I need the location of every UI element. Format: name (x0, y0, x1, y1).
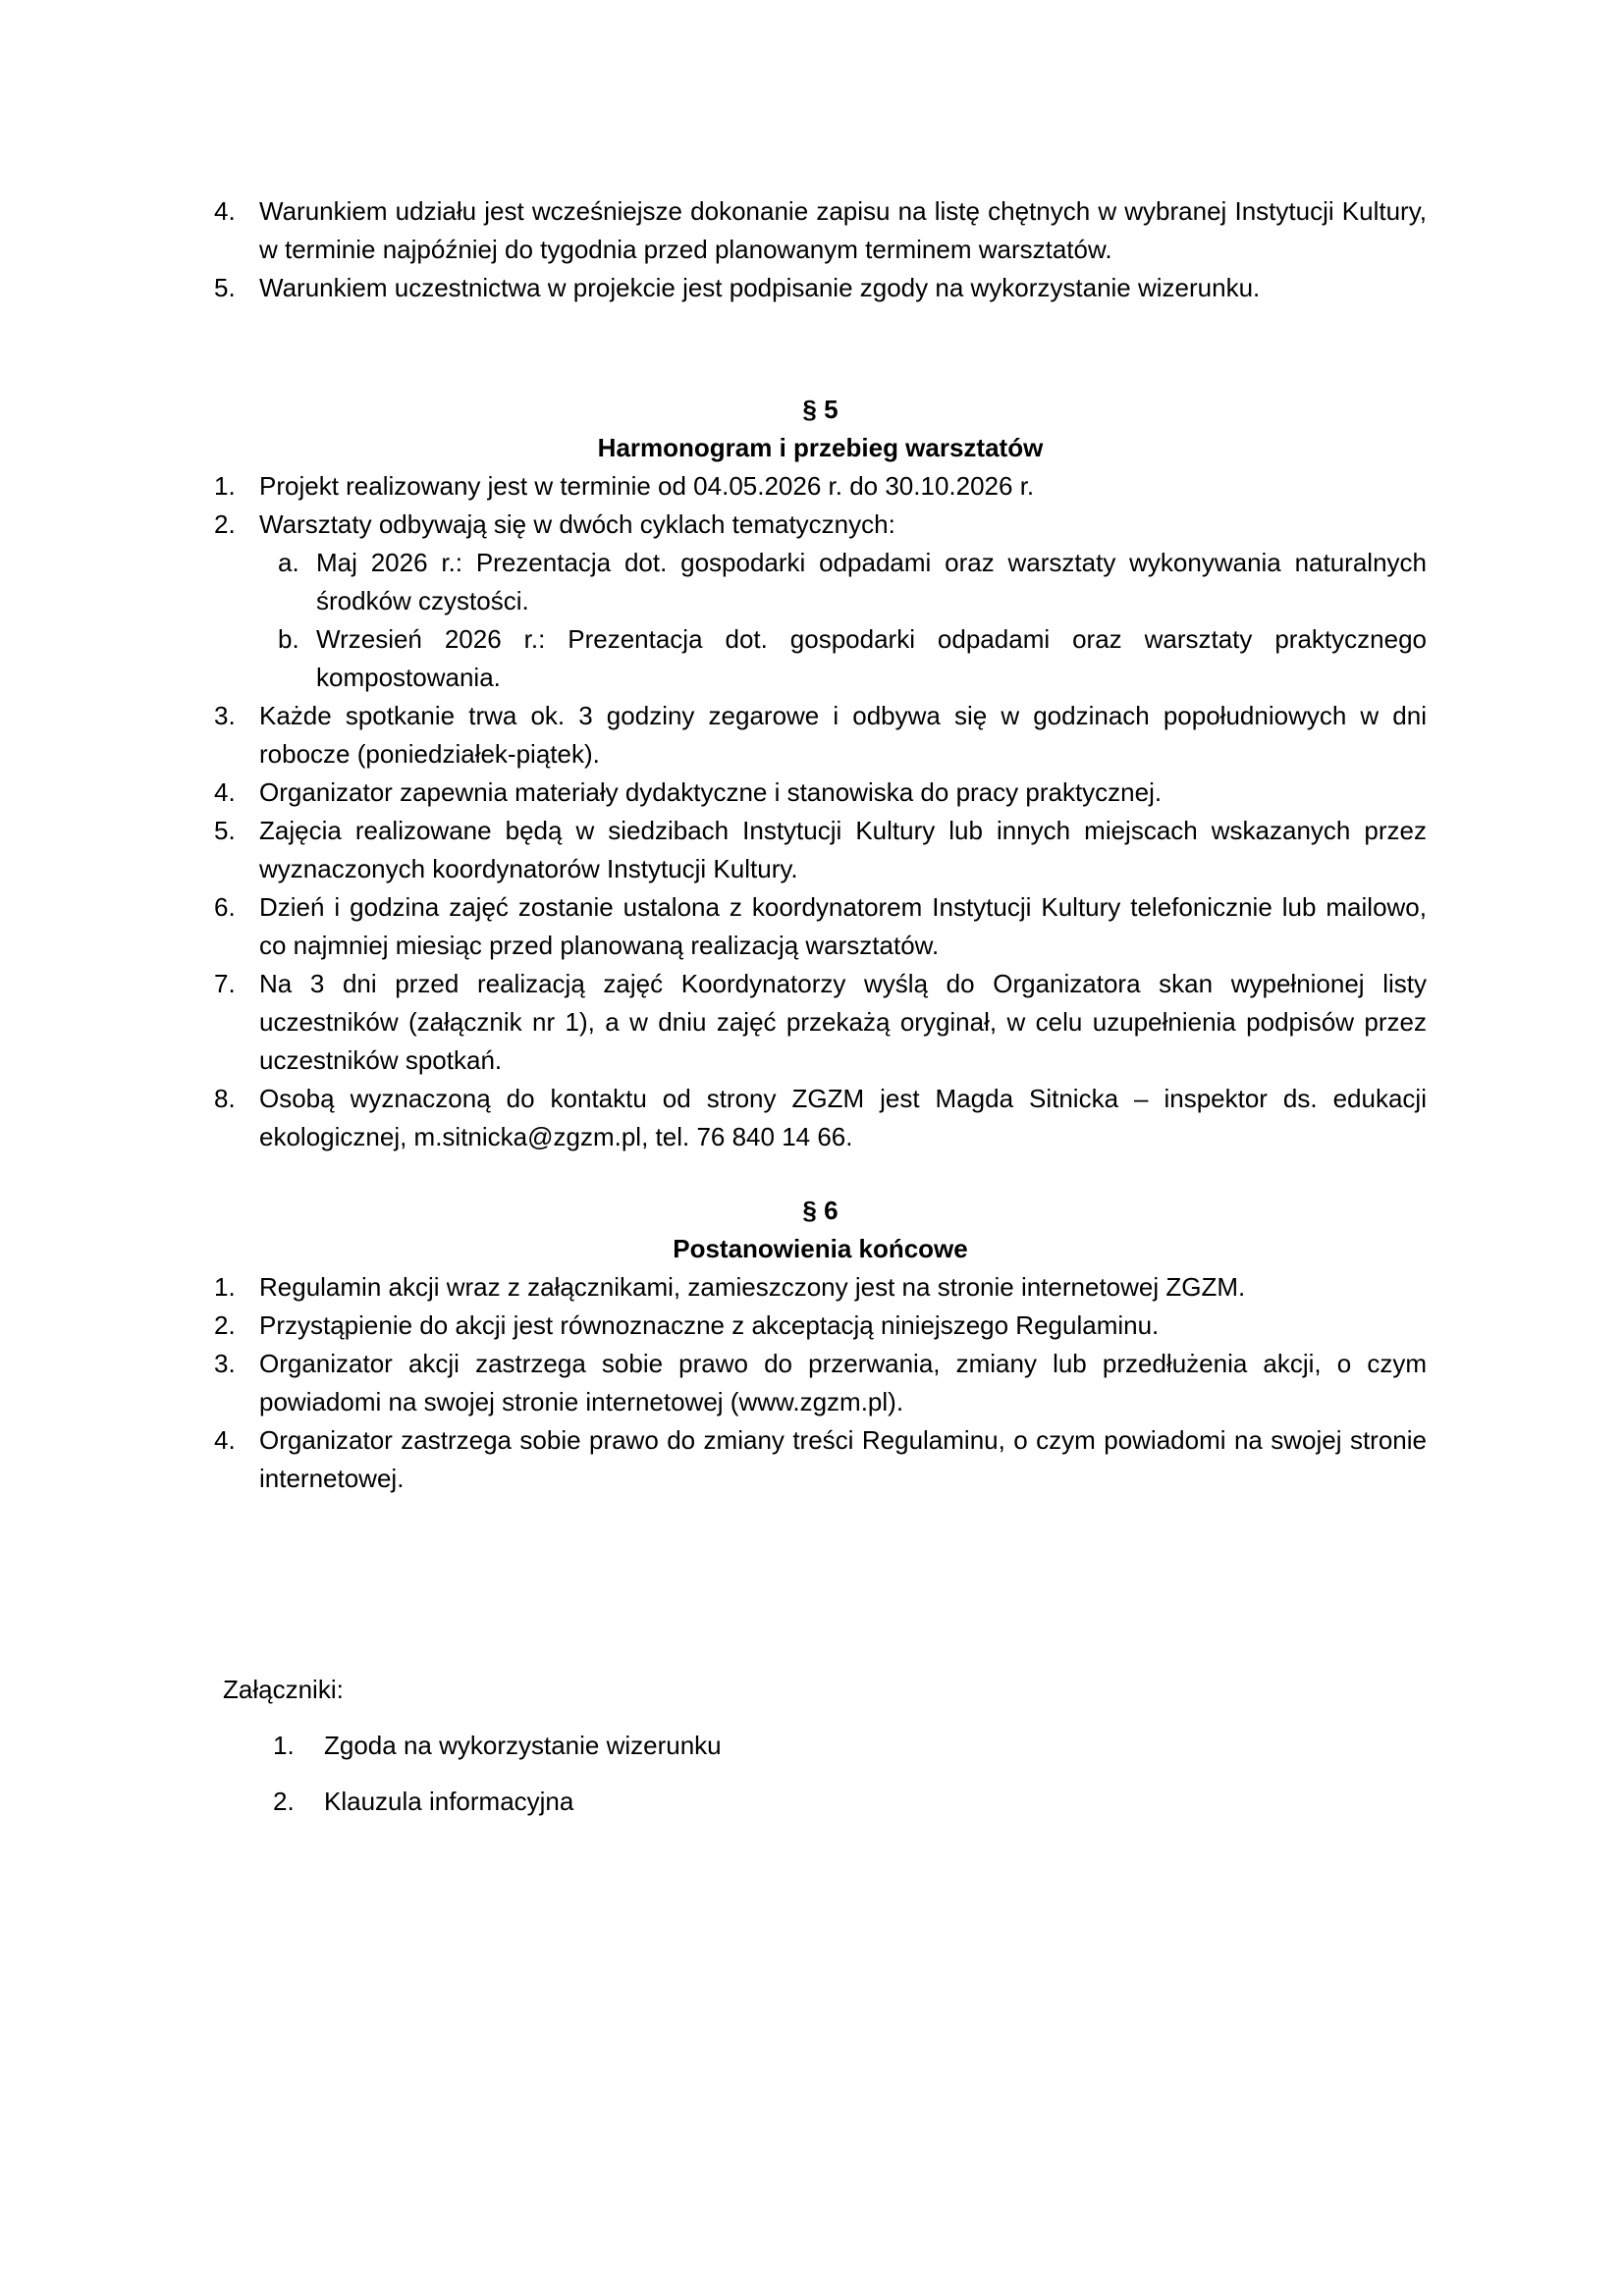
attachment-number: 2. (273, 1787, 295, 1816)
list-item-text: Osobą wyznaczoną do kontaktu od strony ZGZM jest Magda Sitnicka – inspektor ds. edukacji ekologicznej, m.sitnicka@zgzm.pl, tel. 76 840 14 66. (259, 1084, 1427, 1151)
section5-symbol: § 5 (802, 395, 839, 424)
list-item-text: Warunkiem udziału jest wcześniejsze dokonanie zapisu na listę chętnych w wybranej Instytucji Kultury, w terminie najpóźniej do tygodnia przed planowanym terminem warsztatów. (259, 196, 1427, 264)
list-item (214, 1307, 1427, 1345)
list-item-number: 3. (214, 701, 236, 730)
list-item (214, 888, 1427, 965)
intro-list (214, 192, 1427, 307)
attachment-item (273, 1783, 1427, 1821)
list-item-text: Warsztaty odbywają się w dwóch cyklach tematycznych: (259, 509, 895, 539)
list-item-number: 2. (214, 1310, 236, 1340)
list-item (214, 1268, 1427, 1307)
list-item (214, 774, 1427, 812)
sub-item-text: Wrzesień 2026 r.: Prezentacja dot. gospodarki odpadami oraz warsztaty praktycznego kompostowania. (316, 624, 1427, 692)
attachments-list (273, 1727, 1427, 1821)
list-item (214, 965, 1427, 1080)
attachment-number: 1. (273, 1731, 295, 1760)
list-item-number: 4. (214, 1425, 236, 1455)
sub-list-item (278, 620, 1427, 697)
section6-title: Postanowienia końcowe (673, 1234, 968, 1263)
list-item-number: 3. (214, 1349, 236, 1378)
list-item-number: 4. (214, 196, 236, 226)
list-item-text: Organizator akcji zastrzega sobie prawo do przerwania, zmiany lub przedłużenia akcji, o czym powiadomi na swojej stronie internetowej (www.zgzm.pl). (259, 1349, 1427, 1416)
list-item-number: 8. (214, 1084, 236, 1113)
section6-symbol: § 6 (802, 1196, 839, 1225)
list-item-text: Projekt realizowany jest w terminie od 04.05.2026 r. do 30.10.2026 r. (259, 471, 1035, 501)
attachment-item (273, 1727, 1427, 1765)
list-item-text: Organizator zastrzega sobie prawo do zmiany treści Regulaminu, o czym powiadomi na swojej stronie internetowej. (259, 1425, 1427, 1493)
list-item (214, 1080, 1427, 1156)
list-item (214, 812, 1427, 888)
list-item-text: Organizator zapewnia materiały dydaktyczne i stanowiska do pracy praktycznej. (259, 777, 1163, 807)
section5-title: Harmonogram i przebieg warsztatów (597, 433, 1044, 462)
list-item-text: Warunkiem uczestnictwa w projekcie jest podpisanie zgody na wykorzystanie wizerunku. (259, 273, 1261, 302)
list-item (214, 506, 1427, 697)
list-item (214, 1421, 1427, 1498)
list-item-text: Przystąpienie do akcji jest równoznaczne z akceptacją niniejszego Regulaminu. (259, 1310, 1160, 1340)
list-item-number: 5. (214, 816, 236, 845)
list-item-text: Każde spotkanie trwa ok. 3 godziny zegarowe i odbywa się w godzinach popołudniowych w dni robocze (poniedziałek-piątek). (259, 701, 1427, 769)
list-item (214, 467, 1427, 506)
list-item-number: 1. (214, 471, 236, 501)
list-item-row (214, 506, 1427, 544)
attachments-section (214, 1671, 1427, 1821)
list-item-text: Na 3 dni przed realizacją zajęć Koordynatorzy wyślą do Organizatora skan wypełnionej listy uczestników (załącznik nr 1), a w dniu zajęć przekażą oryginał, w celu uzupełnienia podpisów przez uczestników spotkań. (259, 969, 1427, 1075)
list-item (214, 269, 1427, 307)
list-item-text: Zajęcia realizowane będą w siedzibach Instytucji Kultury lub innych miejscach wskazanych przez wyznaczonych koordynatorów Instytucji Kultury. (259, 816, 1427, 883)
list-item (214, 697, 1427, 774)
attachments-label: Załączniki: (223, 1675, 344, 1704)
attachment-text: Zgoda na wykorzystanie wizerunku (324, 1731, 722, 1760)
sub-item-text: Maj 2026 r.: Prezentacja dot. gospodarki odpadami oraz warsztaty wykonywania naturalnych środków czystości. (316, 548, 1427, 615)
list-item-number: 4. (214, 777, 236, 807)
list-item (214, 192, 1427, 269)
list-item-number: 6. (214, 892, 236, 922)
list-item-text: Regulamin akcji wraz z załącznikami, zamieszczony jest na stronie internetowej ZGZM. (259, 1272, 1246, 1302)
sub-list (278, 544, 1427, 697)
attachment-text: Klauzula informacyjna (324, 1787, 574, 1816)
sub-item-letter: b. (278, 624, 299, 654)
sub-list-item (278, 544, 1427, 620)
list-item-number: 7. (214, 969, 236, 998)
list-item-number: 2. (214, 509, 236, 539)
list-item (214, 1345, 1427, 1421)
list-item-text: Dzień i godzina zajęć zostanie ustalona z koordynatorem Instytucji Kultury telefonicznie lub mailowo, co najmniej miesiąc przed planowaną realizacją warsztatów. (259, 892, 1427, 960)
list-item-number: 5. (214, 273, 236, 302)
section6-header (214, 1192, 1427, 1268)
sub-item-letter: a. (278, 548, 299, 577)
section5-header (214, 391, 1427, 467)
section6-list (214, 1268, 1427, 1498)
list-item-number: 1. (214, 1272, 236, 1302)
section5-list (214, 467, 1427, 1156)
